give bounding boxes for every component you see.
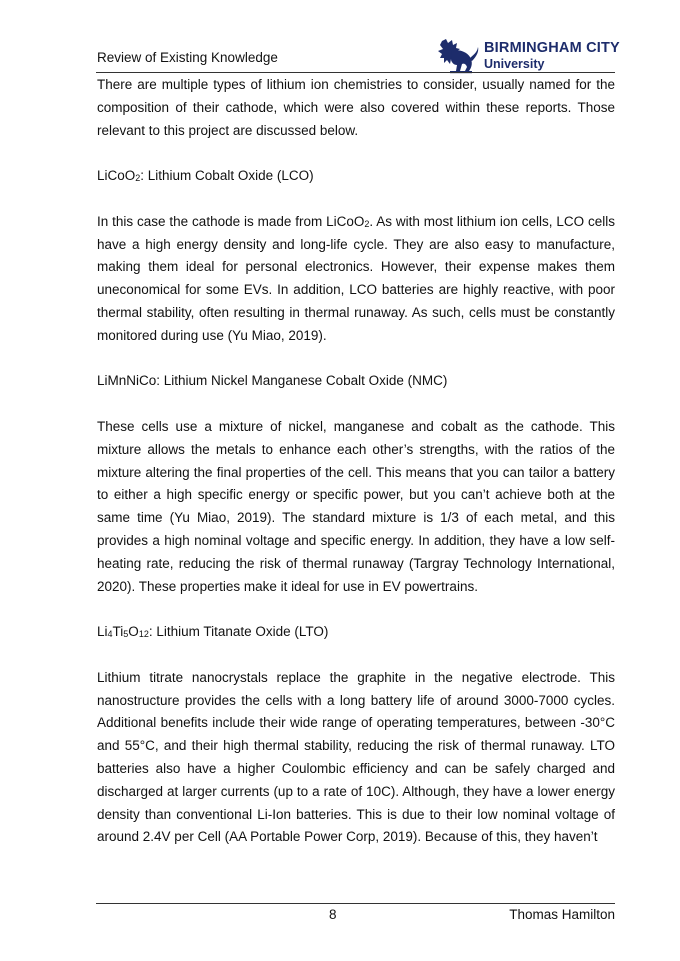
formula-subscript: 2: [364, 218, 370, 229]
paragraph-text: . As with most lithium ion cells, LCO cells have a high energy density and long-life cycle. They are also easy to manufacture, making them ideal for personal electronics. However, their expense makes them uneconomical for some EVs. In addition, LCO batteries are highly reactive, with poor thermal stability, often resulting in thermal runaway. As such, cells must be constantly monitored during use (Yu Miao, 2019).: [97, 213, 615, 343]
lion-crest-icon: [436, 37, 480, 75]
intro-paragraph: There are multiple types of lithium ion chemistries to consider, usually named for the composition of their cathode, which were also covered within these reports. Those relevant to this project are discussed below.: [97, 77, 615, 138]
university-logo: [436, 37, 636, 75]
section-paragraph-lto: Lithium titrate nanocrystals replace the graphite in the negative electrode. This nanostructure provides the cells with a long battery life of around 3000-7000 cycles. Additional benefits include their wide range of operating temperatures, between -30°C and 55°C, and their high thermal stability, reducing the risk of thermal runaway. LTO batteries also have a higher Coulombic efficiency and can be safely charged and discharged at larger currents (up to a rate of 10C). Although, they have a lower energy density than conventional Li-Ion batteries. This is due to their low nominal voltage of around 2.4V per Cell (AA Portable Power Corp, 2019). Because of this, they haven’t: [97, 669, 615, 845]
logo-wordmark: [484, 41, 620, 70]
section-heading-nmc: LiMnNiCo: Lithium Nickel Manganese Cobalt Oxide (NMC): [97, 373, 448, 389]
formula-subscript: 5: [123, 629, 129, 640]
header-title: Review of Existing Knowledge: [97, 50, 278, 65]
formula-subscript: 2: [135, 173, 141, 184]
document-body: [97, 74, 615, 849]
section-paragraph-lco: [97, 211, 615, 348]
formula-subscript: 12: [138, 629, 149, 640]
section-paragraph-nmc: These cells use a mixture of nickel, manganese and cobalt as the cathode. This mixture allows the metals to enhance each other’s strengths, with the ratios of the mixture altering the final properties of the cell. This means that you can tailor a battery to either a high specific energy or specific power, but you can’t achieve both at the same time (Yu Miao, 2019). The standard mixture is 1/3 of each metal, and this provides a high nominal voltage and specific energy. In addition, they have a low self-heating rate, reducing the risk of thermal runaway (Targray Technology International, 2020). These properties make it ideal for use in EV powertrains.: [97, 418, 615, 594]
logo-line-2: University: [484, 56, 545, 71]
section-heading-lco: [97, 165, 615, 188]
logo-line-1: BIRMINGHAM CITY: [484, 40, 620, 56]
author-name: Thomas Hamilton: [509, 907, 615, 922]
header-divider: [96, 72, 615, 73]
section-heading-lto: [97, 621, 615, 644]
formula-text: Li: [97, 624, 108, 640]
formula-subscript: 4: [107, 629, 113, 640]
formula-text: Ti: [112, 624, 124, 640]
formula-text: O: [128, 624, 139, 640]
formula-text: LiCoO: [97, 168, 136, 184]
paragraph-text: In this case the cathode is made from LiCoO: [97, 213, 365, 229]
footer-divider: [96, 903, 615, 904]
heading-text: : Lithium Titanate Oxide (LTO): [148, 624, 329, 640]
page-number: 8: [329, 907, 337, 922]
heading-text: : Lithium Cobalt Oxide (LCO): [140, 168, 314, 184]
